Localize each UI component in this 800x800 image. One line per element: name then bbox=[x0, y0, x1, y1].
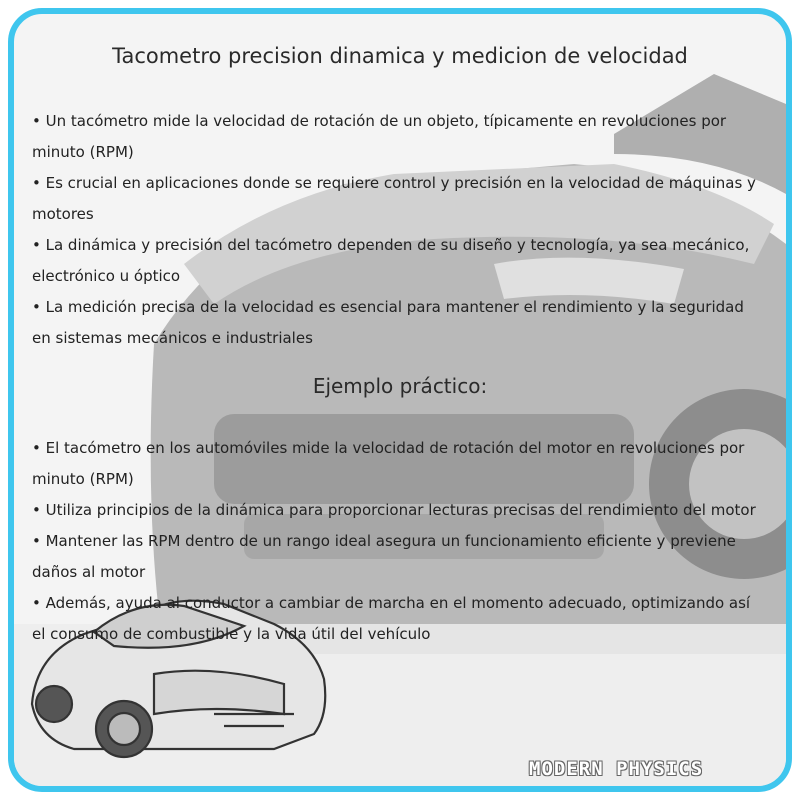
list-item: • La medición precisa de la velocidad es esencial para mantener el rendimiento y la seguridad en sistemas mecánicos e industriales bbox=[32, 298, 744, 347]
infographic-card bbox=[8, 8, 792, 792]
list-item: • Además, ayuda al conductor a cambiar de marcha en el momento adecuado, optimizando así el consumo de combustible y la vida útil del vehículo bbox=[32, 594, 751, 643]
example-list bbox=[32, 433, 762, 650]
list-item: • Un tacómetro mide la velocidad de rotación de un objeto, típicamente en revoluciones por minuto (RPM) bbox=[32, 112, 727, 161]
list-item: • La dinámica y precisión del tacómetro dependen de su diseño y tecnología, ya sea mecánico, electrónico u óptico bbox=[32, 236, 750, 285]
list-item: • El tacómetro en los automóviles mide la velocidad de rotación del motor en revoluciones por minuto (RPM) bbox=[32, 439, 745, 488]
list-item: • Utiliza principios de la dinámica para proporcionar lecturas precisas del rendimiento del motor bbox=[32, 501, 756, 519]
list-item: • Mantener las RPM dentro de un rango ideal asegura un funcionamiento eficiente y previene daños al motor bbox=[32, 532, 736, 581]
brand-logo-text: MODERN PHYSICS bbox=[529, 758, 704, 780]
description-list bbox=[32, 106, 762, 354]
list-item: • Es crucial en aplicaciones donde se requiere control y precisión en la velocidad de máquinas y motores bbox=[32, 174, 756, 223]
page-title: Tacometro precision dinamica y medicion de velocidad bbox=[112, 44, 688, 68]
section-heading: Ejemplo práctico: bbox=[312, 374, 488, 398]
